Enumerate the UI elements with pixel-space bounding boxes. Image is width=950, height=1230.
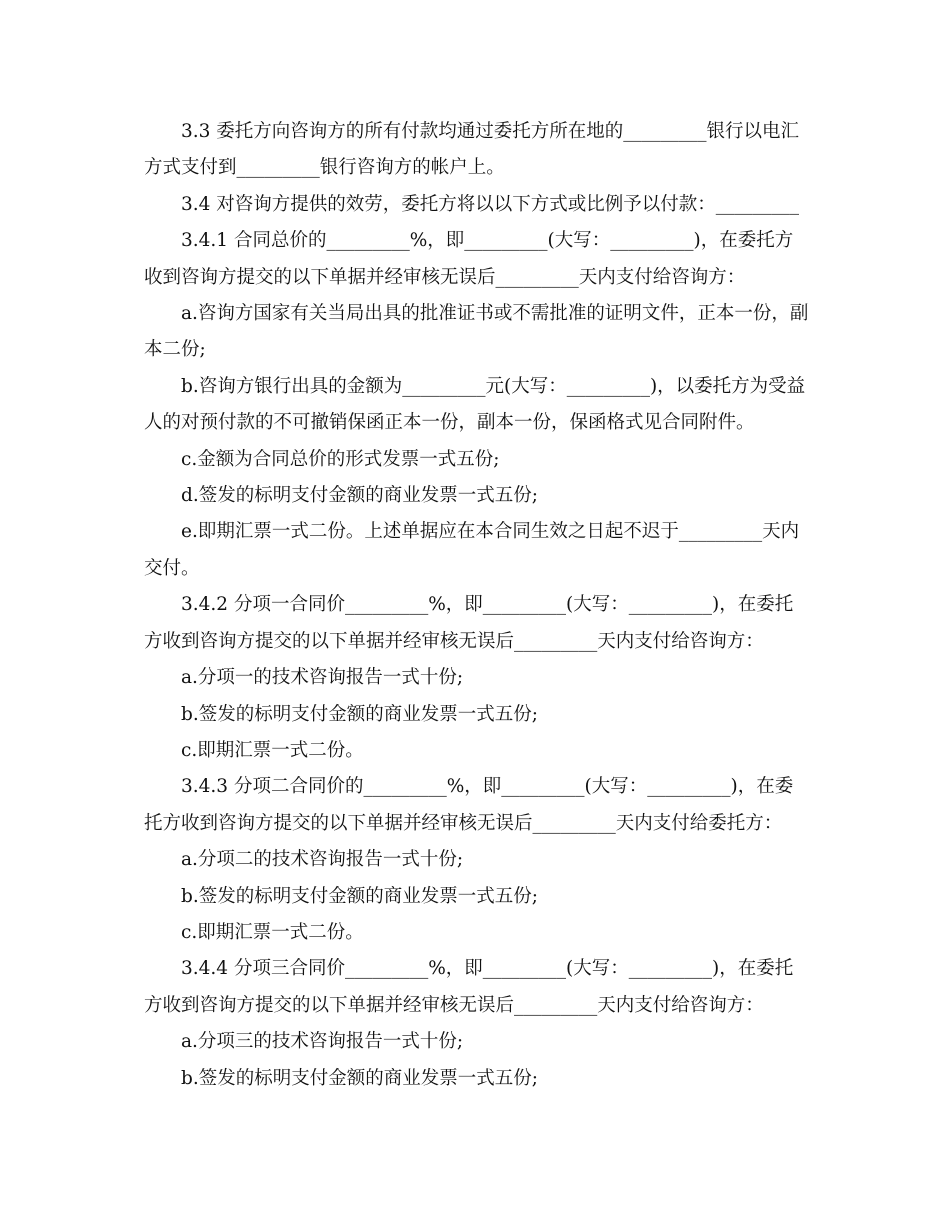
clause-3-4-3: 3.4.3 分项二合同价的_________%，即_________(大写：_________)，在委托方收到咨询方提交的以下单据并经审核无误后_________天内支付给委托方： <box>144 776 794 834</box>
clause-3-4: 3.4 对咨询方提供的效劳，委托方将以以下方式或比例予以付款：_________ <box>181 193 800 215</box>
clause-3-4-2-item-c: c.即期汇票一式二份。 <box>181 739 364 761</box>
clause-3-4-1: 3.4.1 合同总价的_________%，即_________(大写：_________)，在委托方收到咨询方提交的以下单据并经审核无误后_________天内支付给咨询方： <box>144 230 794 288</box>
clause-3-4-3-item-c: c.即期汇票一式二份。 <box>181 921 364 943</box>
clause-3-4-4-item-a: a.分项三的技术咨询报告一式十份; <box>181 1031 464 1053</box>
clause-3-3: 3.3 委托方向咨询方的所有付款均通过委托方所在地的_________银行以电汇方式支付到_________银行咨询方的帐户上。 <box>144 121 800 179</box>
clause-3-4-4-item-b: b.签发的标明支付金额的商业发票一式五份; <box>181 1067 538 1089</box>
clause-3-4-1-item-e: e.即期汇票一式二份。上述单据应在本合同生效之日起不迟于_________天内交付。 <box>144 521 800 579</box>
document-body <box>144 114 809 1097</box>
clause-3-4-2-item-b: b.签发的标明支付金额的商业发票一式五份; <box>181 703 538 725</box>
clause-3-4-3-item-a: a.分项二的技术咨询报告一式十份; <box>181 849 464 871</box>
clause-3-4-3-item-b: b.签发的标明支付金额的商业发票一式五份; <box>181 885 538 907</box>
clause-3-4-1-item-d: d.签发的标明支付金额的商业发票一式五份; <box>181 485 538 507</box>
clause-3-4-1-item-b: b.咨询方银行出具的金额为_________元(大写：_________)，以委托方为受益人的对预付款的不可撤销保函正本一份，副本一份，保函格式见合同附件。 <box>144 375 806 434</box>
clause-3-4-4: 3.4.4 分项三合同价_________%，即_________(大写：_________)，在委托方收到咨询方提交的以下单据并经审核无误后_________天内支付给咨询方： <box>144 958 794 1016</box>
clause-3-4-1-item-c: c.金额为合同总价的形式发票一式五份; <box>181 448 500 470</box>
clause-3-4-1-item-a: a.咨询方国家有关当局出具的批准证书或不需批准的证明文件，正本一份，副本二份; <box>144 303 809 361</box>
clause-3-4-2-item-a: a.分项一的技术咨询报告一式十份; <box>181 667 464 689</box>
clause-3-4-2: 3.4.2 分项一合同价_________%，即_________(大写：_________)，在委托方收到咨询方提交的以下单据并经审核无误后_________天内支付给咨询方： <box>144 594 794 652</box>
